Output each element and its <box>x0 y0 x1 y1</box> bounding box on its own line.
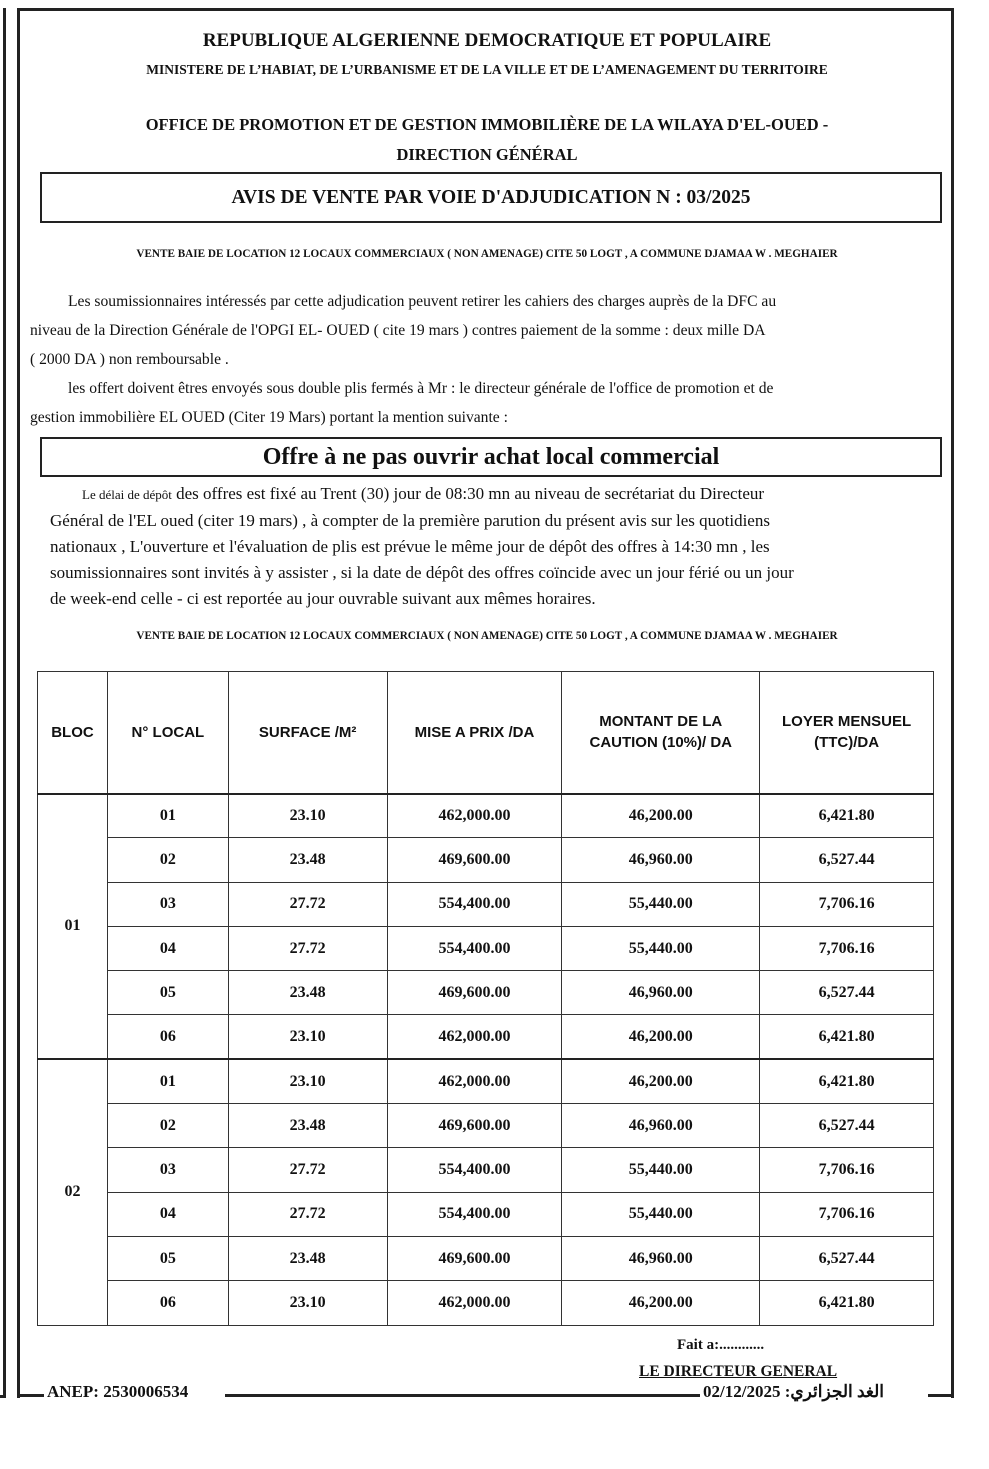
caution-cell: 46,200.00 <box>562 1281 760 1325</box>
table-row <box>38 971 934 1015</box>
prix-cell: 554,400.00 <box>387 926 562 970</box>
anep-reference: ANEP: 2530006534 <box>44 1382 191 1402</box>
paragraph-line: Général de l'EL oued (citer 19 mars) , à compter de la première parution du présent avis sur les quotidiens <box>50 511 770 530</box>
loyer-cell: 6,421.80 <box>760 1059 934 1103</box>
direction-heading: DIRECTION GÉNÉRAL <box>396 145 578 164</box>
loyer-cell: 6,527.44 <box>760 838 934 882</box>
col-header-loyer: LOYER MENSUEL (TTC)/DA <box>760 672 934 794</box>
table-row <box>38 1236 934 1280</box>
republic-heading: REPUBLIQUE ALGERIENNE DEMOCRATIQUE ET POPULAIRE <box>202 30 772 51</box>
sale-subject-repeat: VENTE BAIE DE LOCATION 12 LOCAUX COMMERCIAUX ( NON AMENAGE) CITE 50 LOGT , A COMMUNE DJAMAA W . MEGHAIER <box>136 630 838 642</box>
caution-cell: 46,960.00 <box>562 838 760 882</box>
table-row <box>38 1281 934 1325</box>
prix-cell: 469,600.00 <box>387 1104 562 1148</box>
prix-cell: 462,000.00 <box>387 1059 562 1103</box>
notice-title-box <box>40 172 942 223</box>
table-row <box>38 1148 934 1192</box>
loyer-cell: 7,706.16 <box>760 1192 934 1236</box>
caution-cell: 55,440.00 <box>562 1192 760 1236</box>
paragraph-line: les offert doivent êtres envoyés sous double plis fermés à Mr : le directeur générale de l'office de promotion et de <box>68 380 774 397</box>
signatory-title: LE DIRECTEUR GENERAL <box>639 1363 838 1380</box>
surface-cell: 23.10 <box>228 1059 387 1103</box>
surface-cell: 27.72 <box>228 926 387 970</box>
loyer-cell: 7,706.16 <box>760 1148 934 1192</box>
table-row <box>38 1015 934 1059</box>
local-cell: 02 <box>107 838 228 882</box>
local-cell: 04 <box>107 926 228 970</box>
paragraph-line: de week-end celle - ci est reportée au jour ouvrable suivant aux mêmes horaires. <box>50 589 596 608</box>
surface-cell: 23.10 <box>228 1015 387 1059</box>
prix-cell: 554,400.00 <box>387 882 562 926</box>
footer-rule-middle <box>225 1394 703 1397</box>
surface-cell: 23.48 <box>228 1236 387 1280</box>
surface-cell: 27.72 <box>228 882 387 926</box>
publication-date: 02/12/2025 :الغد الجزائري <box>700 1382 887 1402</box>
surface-cell: 27.72 <box>228 1192 387 1236</box>
table-row <box>38 838 934 882</box>
lots-table <box>37 671 934 1326</box>
prix-cell: 554,400.00 <box>387 1148 562 1192</box>
left-column-rule <box>3 8 6 1398</box>
paragraph-line: ( 2000 DA ) non remboursable . <box>30 351 229 368</box>
paragraph-deadline <box>50 481 930 612</box>
bloc-cell: 02 <box>38 1059 108 1325</box>
footer-rule-left <box>17 1394 47 1397</box>
ministry-heading: MINISTERE DE L’HABIAT, DE L’URBANISME ET DE LA VILLE ET DE L’AMENAGEMENT DU TERRITOIRE <box>146 62 828 77</box>
local-cell: 01 <box>107 794 228 838</box>
local-cell: 03 <box>107 882 228 926</box>
table-row <box>38 1104 934 1148</box>
loyer-cell: 7,706.16 <box>760 926 934 970</box>
table-row <box>38 882 934 926</box>
local-cell: 06 <box>107 1281 228 1325</box>
caution-cell: 46,200.00 <box>562 794 760 838</box>
deadline-lead: Le délai de dépôt <box>82 487 172 502</box>
col-header-caution: MONTANT DE LA CAUTION (10%)/ DA <box>562 672 760 794</box>
paragraph-line <box>50 481 930 508</box>
bloc-cell: 01 <box>38 794 108 1060</box>
surface-cell: 23.48 <box>228 1104 387 1148</box>
caution-cell: 46,200.00 <box>562 1015 760 1059</box>
loyer-cell: 6,421.80 <box>760 1281 934 1325</box>
footer-rule-right <box>928 1394 954 1397</box>
caution-cell: 46,960.00 <box>562 971 760 1015</box>
prix-cell: 462,000.00 <box>387 1281 562 1325</box>
paragraph-withdrawal <box>30 287 930 432</box>
local-cell: 02 <box>107 1104 228 1148</box>
col-header-surface: SURFACE /M² <box>228 672 387 794</box>
col-header-local: N° LOCAL <box>107 672 228 794</box>
fait-a: Fait a:............ <box>677 1337 765 1353</box>
paragraph-line: niveau de la Direction Générale de l'OPGI EL- OUED ( cite 19 mars ) contres paiement de la somme : deux mille DA <box>30 322 766 339</box>
notice-title: AVIS DE VENTE PAR VOIE D'ADJUDICATION N : 03/2025 <box>231 186 751 208</box>
col-header-bloc: BLOC <box>38 672 108 794</box>
loyer-cell: 6,421.80 <box>760 1015 934 1059</box>
loyer-cell: 6,527.44 <box>760 1104 934 1148</box>
loyer-cell: 6,421.80 <box>760 794 934 838</box>
loyer-cell: 6,527.44 <box>760 971 934 1015</box>
local-cell: 01 <box>107 1059 228 1103</box>
prix-cell: 462,000.00 <box>387 794 562 838</box>
table-row <box>38 794 934 838</box>
table-row <box>38 926 934 970</box>
caution-cell: 55,440.00 <box>562 1148 760 1192</box>
loyer-cell: 6,527.44 <box>760 1236 934 1280</box>
prix-cell: 469,600.00 <box>387 838 562 882</box>
local-cell: 06 <box>107 1015 228 1059</box>
table-row <box>38 1192 934 1236</box>
loyer-cell: 7,706.16 <box>760 882 934 926</box>
paragraph-line: gestion immobilière EL OUED (Citer 19 Mars) portant la mention suivante : <box>30 409 508 426</box>
caution-cell: 55,440.00 <box>562 926 760 970</box>
paragraph-line: nationaux , L'ouverture et l'évaluation de plis est prévue le même jour de dépôt des offres à 14:30 mn , les <box>50 537 770 556</box>
paragraph-line: soumissionnaires sont invités à y assister , si la date de dépôt des offres coïncide avec un jour férié ou un jour <box>50 563 794 582</box>
mention-box <box>40 437 942 477</box>
prix-cell: 469,600.00 <box>387 971 562 1015</box>
caution-cell: 46,200.00 <box>562 1059 760 1103</box>
prix-cell: 554,400.00 <box>387 1192 562 1236</box>
deadline-text: des offres est fixé au Trent (30) jour de 08:30 mn au niveau de secrétariat du Directeur <box>171 484 765 503</box>
local-cell: 03 <box>107 1148 228 1192</box>
col-header-prix: MISE A PRIX /DA <box>387 672 562 794</box>
caution-cell: 55,440.00 <box>562 882 760 926</box>
table-row <box>38 1059 934 1103</box>
surface-cell: 27.72 <box>228 1148 387 1192</box>
surface-cell: 23.10 <box>228 794 387 838</box>
local-cell: 04 <box>107 1192 228 1236</box>
table-header-row <box>38 672 934 794</box>
sale-subject: VENTE BAIE DE LOCATION 12 LOCAUX COMMERCIAUX ( NON AMENAGE) CITE 50 LOGT , A COMMUNE DJAMAA W . MEGHAIER <box>136 248 838 260</box>
paragraph-line: Les soumissionnaires intéressés par cette adjudication peuvent retirer les cahiers des charges auprès de la DFC au <box>68 293 777 310</box>
local-cell: 05 <box>107 971 228 1015</box>
left-column-rule-foot <box>0 1395 6 1398</box>
surface-cell: 23.48 <box>228 971 387 1015</box>
caution-cell: 46,960.00 <box>562 1236 760 1280</box>
office-heading: OFFICE DE PROMOTION ET DE GESTION IMMOBILIÈRE DE LA WILAYA D'EL-OUED - <box>145 115 829 134</box>
surface-cell: 23.10 <box>228 1281 387 1325</box>
prix-cell: 462,000.00 <box>387 1015 562 1059</box>
prix-cell: 469,600.00 <box>387 1236 562 1280</box>
caution-cell: 46,960.00 <box>562 1104 760 1148</box>
surface-cell: 23.48 <box>228 838 387 882</box>
local-cell: 05 <box>107 1236 228 1280</box>
mention-text: Offre à ne pas ouvrir achat local commercial <box>262 443 720 470</box>
